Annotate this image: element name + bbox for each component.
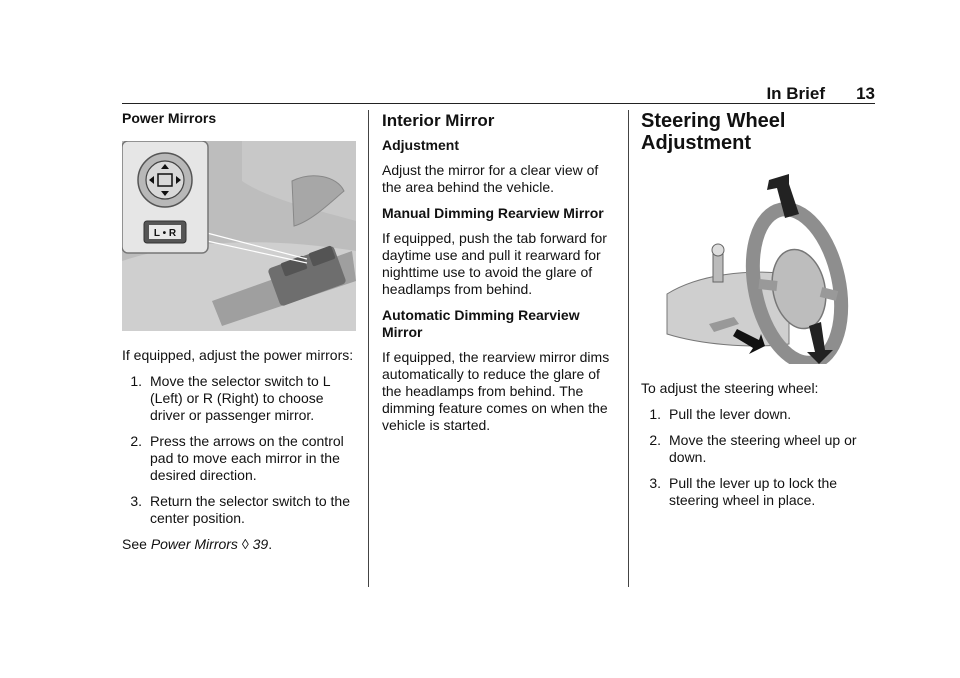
column-divider-1 (368, 110, 369, 587)
section-title: In Brief (766, 84, 825, 103)
manual-dimming-heading: Manual Dimming Rearview Mirror (382, 205, 604, 221)
lr-switch-label: L • R (153, 228, 177, 239)
steering-wheel-title: Steering Wheel Adjustment (641, 110, 786, 154)
power-mirrors-heading: Power Mirrors (122, 110, 217, 126)
power-mirrors-intro: If equipped, adjust the power mirrors: (122, 347, 354, 363)
list-item: 3. Return the selector switch to the center position. (130, 493, 350, 526)
interior-mirror-title: Interior Mirror (382, 111, 495, 130)
power-mirrors-column (122, 110, 356, 562)
auto-dimming-text: If equipped, the rearview mirror dims automatically to reduce the glare of the headlamps from behind. The dimming feature comes on when the vehicle is started. (382, 349, 610, 433)
power-mirrors-link[interactable]: Power Mirrors (150, 536, 238, 552)
column-divider-2 (628, 110, 629, 587)
list-item: 3. Pull the lever up to lock the steering wheel in place. (649, 475, 838, 508)
list-item: 2. Move the steering wheel up or down. (649, 432, 857, 465)
page-header (122, 84, 875, 103)
steering-wheel-illustration (639, 174, 873, 364)
auto-dimming-heading: Automatic Dimming Rearview Mirror (382, 307, 580, 340)
power-mirror-switch-illustration (122, 141, 356, 331)
page-number: 13 (856, 84, 875, 103)
power-mirrors-steps (122, 373, 356, 527)
list-item: 2. Press the arrows on the control pad to move each mirror in the desired direction. (130, 433, 344, 483)
steering-wheel-column (641, 110, 875, 518)
page-ref-number[interactable]: 39 (252, 536, 269, 552)
manual-dimming-text: If equipped, push the tab forward for daytime use and pull it rearward for nighttime use to avoid the glare of headlamps from behind. (382, 230, 607, 297)
interior-mirror-column (382, 110, 616, 443)
adjustment-heading: Adjustment (382, 137, 459, 153)
adjustment-text: Adjust the mirror for a clear view of the area behind the vehicle. (382, 162, 599, 195)
list-item: 1. Pull the lever down. (649, 406, 792, 422)
steering-wheel-intro: To adjust the steering wheel: (641, 380, 819, 396)
page-ref-icon: ◊ (241, 536, 249, 552)
list-item: 1. Move the selector switch to L (Left) or R (Right) to choose driver or passenger mirror. (130, 373, 331, 423)
header-rule (122, 103, 875, 104)
see-reference: See Power Mirrors ◊ 39. (122, 536, 273, 552)
steering-wheel-steps (641, 406, 875, 509)
